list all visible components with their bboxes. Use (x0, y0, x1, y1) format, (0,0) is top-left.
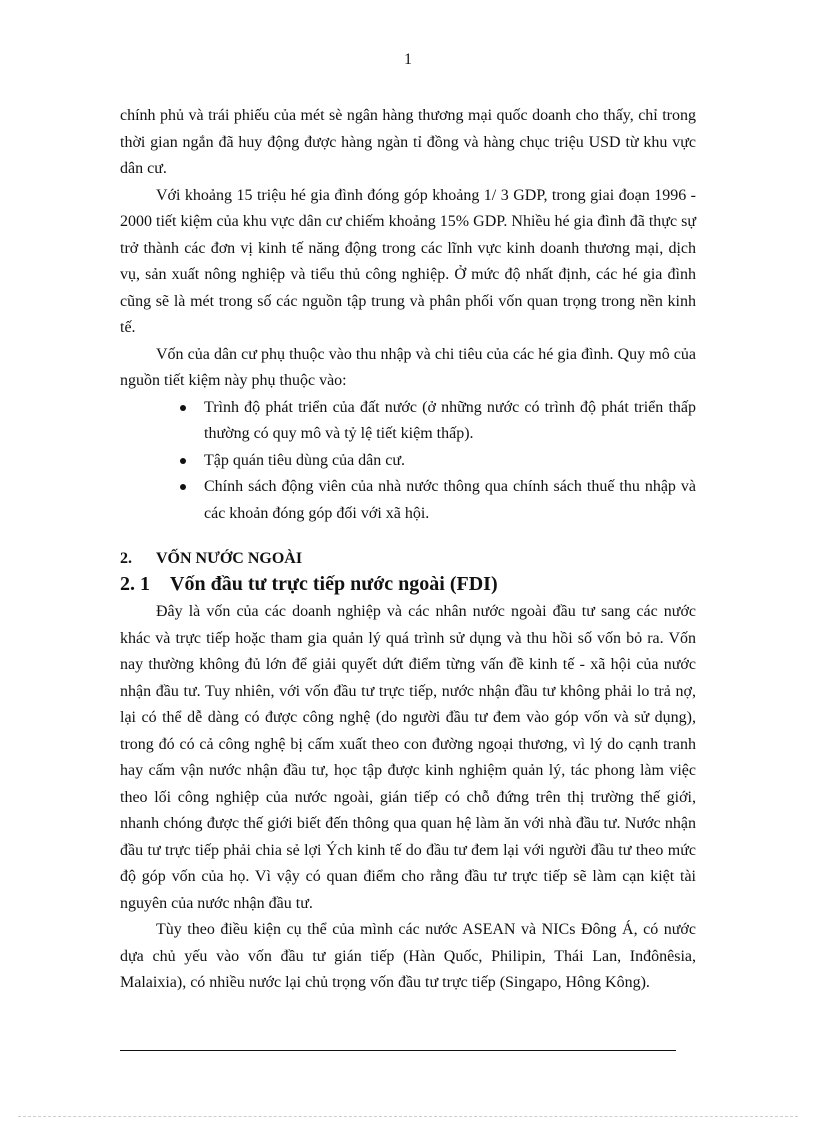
subsection-heading-title: Vốn đầu tư trực tiếp nước ngoài (FDI) (170, 573, 498, 595)
list-item (204, 474, 696, 527)
page-number: 1 (404, 51, 412, 68)
section-heading (120, 547, 696, 571)
paragraph-fdi-definition: Đây là vốn của các doanh nghiệp và các nhân nước ngoài đầu tư sang các nước khác và trực tiếp hoặc tham gia quản lý quá trình sử dụng và thu hồi số vốn bỏ ra. Vốn nay thường không đủ lớn để giải quyết dứt điểm từng vấn đề kinh tế - xã hội của nước nhận đầu tư. Tuy nhiên, với vốn đầu tư trực tiếp, nước nhận đầu tư không phải lo trả nợ, lại có thể dễ dàng có được công nghệ (do người đầu tư đem vào góp vốn và sử dụng), trong đó có cả công nghệ bị cấm xuất theo con đường ngoại thương, vì lý do cạnh tranh hay cấm vận nước nhận đầu tư, học tập được kinh nghiệm quản lý, tác phong làm việc theo lối công nghiệp của nước ngoài, gián tiếp có chỗ đứng trên thị trường thế giới, nhanh chóng được thế giới biết đến thông qua quan hệ làm ăn với nhà đầu tư. Nước nhận đầu tư trực tiếp phải chia sẻ lợi Ých kinh tế do đầu tư đem lại với người đầu tư theo mức độ góp vốn của họ. Vì vậy có quan điểm cho rằng đầu tư trực tiếp sẽ làm cạn kiệt tài nguyên của nước nhận đầu tư. (120, 603, 696, 912)
document-body (120, 103, 696, 997)
bullet-dot-icon (180, 484, 186, 490)
subsection-heading (120, 571, 696, 597)
paragraph-asean-nics: Tùy theo điều kiện cụ thể của mình các nước ASEAN và NICs Đông Á, có nước dựa chủ yếu vào vốn đầu tư gián tiếp (Hàn Quốc, Philipin, Thái Lan, Inđônêsia, Malaixia), có nhiều nước lại chủ trọng vốn đầu tư trực tiếp (Singapo, Hông Kông). (120, 921, 696, 991)
list-item (204, 448, 696, 475)
section-heading-number: 2. (120, 550, 132, 567)
section-heading-title: VỐN NƯỚC NGOÀI (156, 550, 303, 567)
paragraph-savings-factors: Vốn của dân cư phụ thuộc vào thu nhập và chi tiêu của các hé gia đình. Quy mô của nguồn tiết kiệm này phụ thuộc vào: (120, 345, 696, 389)
list-item-text: Trình độ phát triển của đất nước (ở những nước có trình độ phát triển thấp thường có quy mô và tỷ lệ tiết kiệm thấp). (204, 398, 696, 442)
paragraph-continuation: chính phủ và trái phiếu của mét sè ngân hàng thương mại quốc doanh cho thấy, chỉ trong thời gian ngắn đã huy động được hàng ngàn tỉ đồng và hàng chục triệu USD từ khu vực dân cư. (120, 107, 696, 177)
list-item-text: Tập quán tiêu dùng của dân cư. (204, 451, 406, 469)
page-edge-divider (18, 1116, 798, 1117)
subsection-heading-number: 2. 1 (120, 573, 150, 595)
bullet-dot-icon (180, 405, 186, 411)
list-item-text: Chính sách động viên của nhà nước thông qua chính sách thuế thu nhập và các khoản đóng góp đối với xã hội. (204, 478, 696, 522)
footer-rule (120, 1050, 676, 1051)
bullet-dot-icon (180, 458, 186, 464)
list-item (204, 395, 696, 448)
paragraph-household-savings: Với khoảng 15 triệu hé gia đình đóng góp khoảng 1/ 3 GDP, trong giai đoạn 1996 - 2000 tiết kiệm của khu vực dân cư chiếm khoảng 15% GDP. Nhiều hé gia đình đã thực sự trở thành các đơn vị kinh tế năng động trong các lĩnh vực kinh doanh thương mại, dịch vụ, sản xuất nông nghiệp và tiểu thủ công nghiệp. Ở mức độ nhất định, các hé gia đình cũng sẽ là mét trong số các nguồn tập trung và phân phối vốn quan trọng trong nền kinh tế. (120, 186, 696, 336)
bullet-list-factors (120, 395, 696, 528)
